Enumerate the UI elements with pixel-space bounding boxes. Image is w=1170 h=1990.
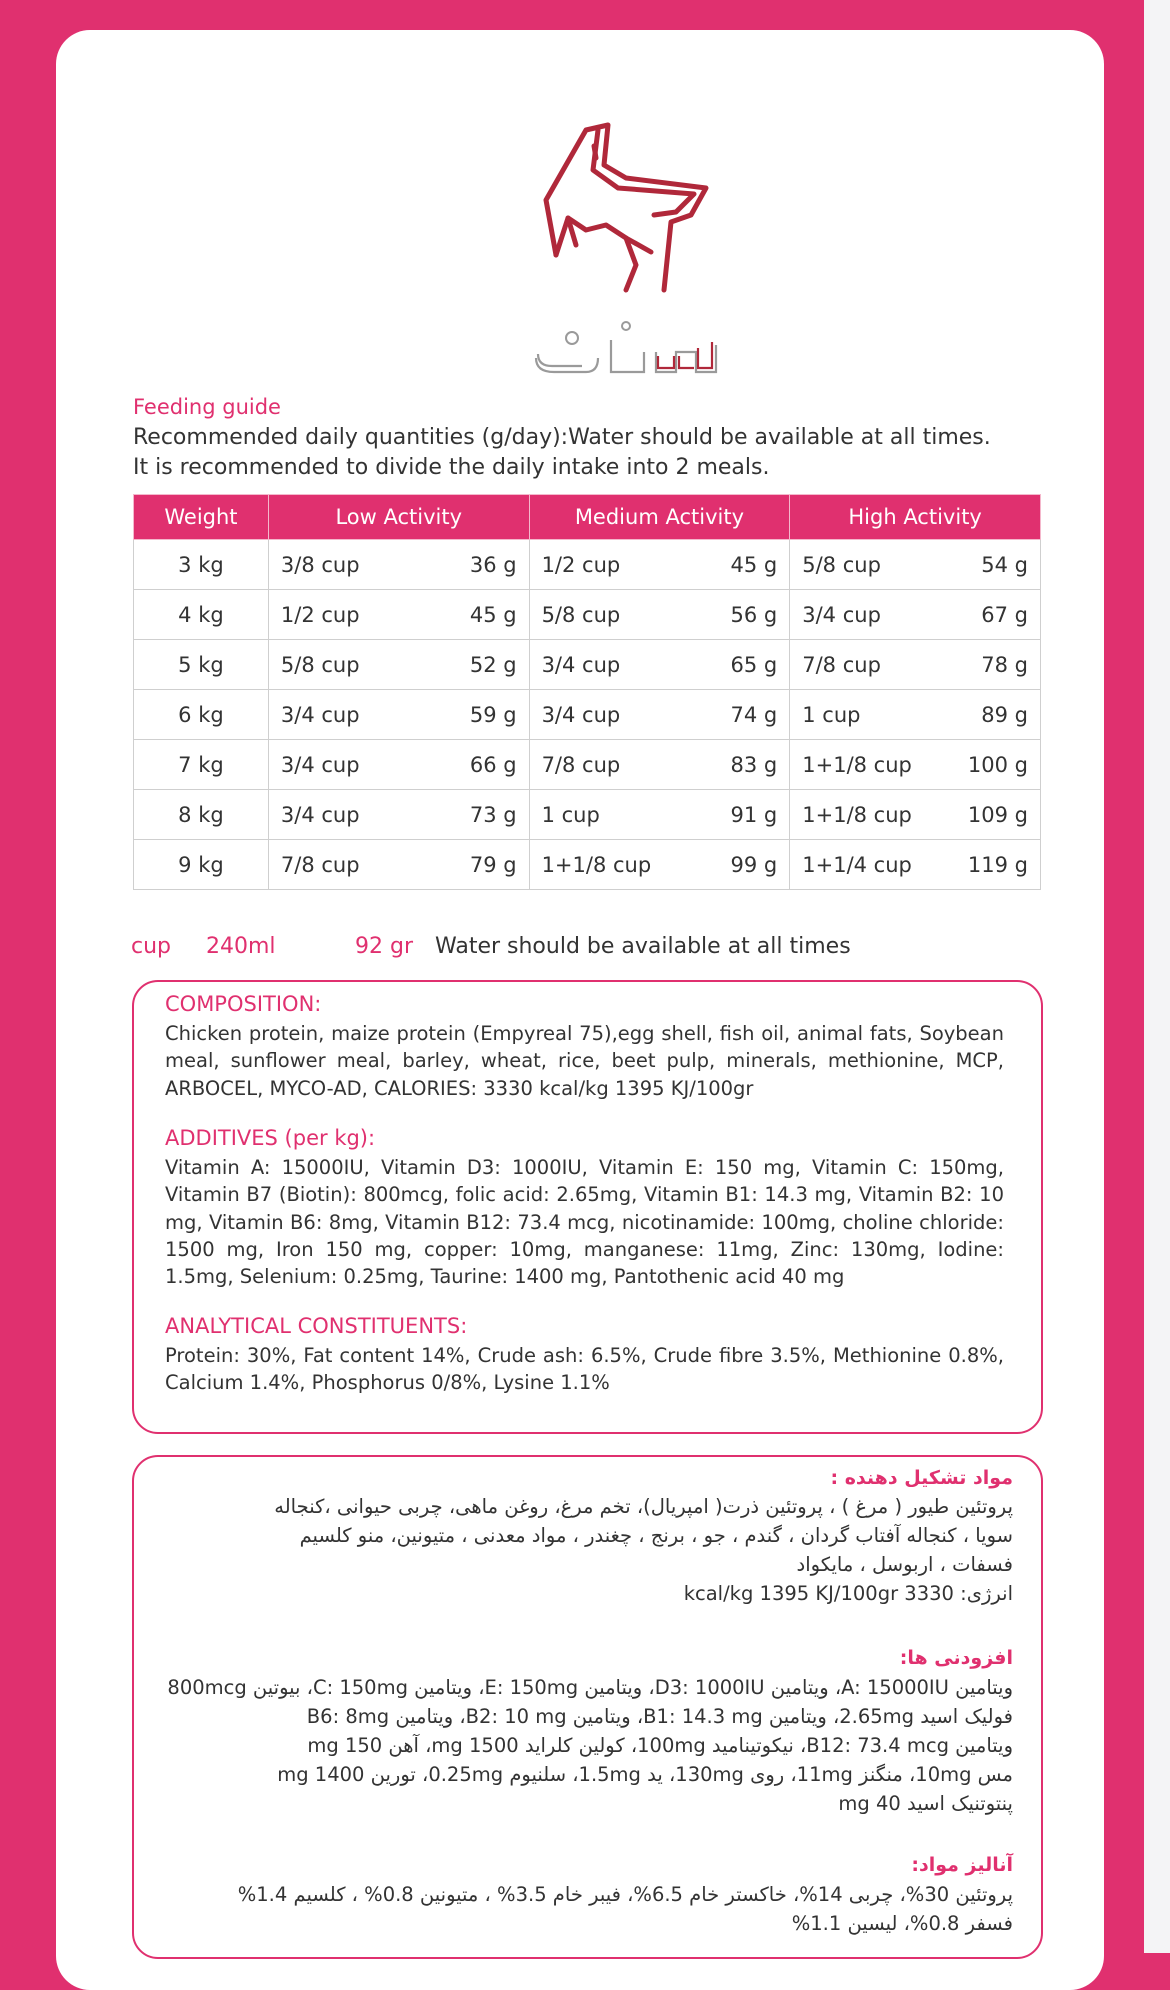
label-card (56, 30, 1104, 1990)
medium-cell (529, 840, 790, 890)
dog-cat-logo (476, 90, 786, 410)
weight-cell: 3 kg (134, 540, 269, 590)
analytical-title: ANALYTICAL CONSTITUENTS: (165, 1314, 468, 1338)
low-cell (268, 540, 529, 590)
feeding-guide-line-1: Recommended daily quantities (g/day):Water should be available at all times. (133, 425, 991, 450)
cup-value: 1 cup (802, 702, 861, 727)
cup-value: 7/8 cup (802, 652, 881, 677)
low-cell (268, 840, 529, 890)
cup-value: 5/8 cup (280, 652, 360, 677)
header-medium-activity: Medium Activity (529, 495, 790, 540)
persian-composition-line: سویا ، کنجاله آفتاب گردان ، گندم ، جو ، برنج ، چغندر ، مواد معدنی ، متیونین، منو کلسیم (299, 1524, 1013, 1547)
gram-value: 89 g (981, 702, 1028, 727)
cup-value: 1+1/4 cup (802, 852, 912, 877)
low-cell (268, 740, 529, 790)
table-row (134, 840, 1041, 890)
persian-analysis-line: فسفر 0.8%، لیسین 1.1% (791, 1912, 1013, 1935)
cup-value: 1/2 cup (280, 602, 360, 627)
footer-gr: 92 gr (355, 934, 413, 959)
persian-additives-title: افزودنی ها: (899, 1647, 1013, 1669)
weight-cell: 7 kg (134, 740, 269, 790)
gram-value: 78 g (981, 652, 1028, 677)
right-edge-strip (1144, 0, 1170, 1953)
persian-composition-title: مواد تشکیل دهنده : (830, 1467, 1013, 1489)
cup-value: 3/8 cup (280, 552, 360, 577)
cup-value: 1+1/8 cup (541, 852, 652, 877)
gram-value: 65 g (730, 652, 778, 677)
cup-value: 3/4 cup (280, 802, 360, 827)
cup-value: 1+1/8 cup (802, 752, 912, 777)
persian-additives-line: ویتامین B12: 73.4 mcg، نیکوتینامید 100mg، کولین کلراید 1500 mg، آهن 150 mg (307, 1734, 1013, 1757)
persian-additives-line: ویتامین A: 15000IU، ویتامین D3: 1000IU، ویتامین E: 150mg، ویتامین C: 150mg، بیوتین 800mcg (167, 1676, 1013, 1699)
table-row (134, 590, 1041, 640)
high-cell (790, 840, 1041, 890)
gram-value: 109 g (967, 802, 1028, 827)
footer-water: Water should be available at all times (435, 934, 851, 959)
gram-value: 79 g (469, 852, 517, 877)
additives-text: Vitamin A: 15000IU, Vitamin D3: 1000IU, Vitamin E: 150 mg, Vitamin C: 150mg, Vitamin B7 (Biotin): 800mcg, folic acid: 2.65mg, Vitamin B1: 14.3 mg, Vitamin B2: 10 mg, Vitamin B6: 8mg, Vitamin B12: 73.4 mcg, nicotinamide: 100mg, choline chloride: 1500 mg, Iron 150 mg, copper: 10mg, manganese: 11mg, Zinc: 130mg, Iodine: 1.5mg, Selenium: 0.25mg, Taurine: 1400 mg, Pantothenic acid 40 mg (165, 1156, 1004, 1289)
persian-additives-line: پنتوتنیک اسید 40 mg (838, 1792, 1013, 1815)
high-cell (790, 690, 1041, 740)
weight-cell: 6 kg (134, 690, 269, 740)
table-row (134, 790, 1041, 840)
cup-value: 3/4 cup (280, 752, 360, 777)
weight-cell: 4 kg (134, 590, 269, 640)
medium-cell (529, 590, 790, 640)
persian-analysis-title: آنالیز مواد: (911, 1854, 1013, 1876)
low-cell (268, 590, 529, 640)
gram-value: 73 g (469, 802, 517, 827)
feeding-guide-line-2: It is recommended to divide the daily intake into 2 meals. (133, 455, 770, 480)
feeding-table-header (134, 495, 1041, 540)
weight-cell: 8 kg (134, 790, 269, 840)
gram-value: 99 g (730, 852, 778, 877)
header-high-activity: High Activity (790, 495, 1041, 540)
header-weight: Weight (134, 495, 269, 540)
high-cell (790, 790, 1041, 840)
gram-value: 54 g (981, 552, 1028, 577)
medium-cell (529, 790, 790, 840)
feeding-guide-title: Feeding guide (133, 395, 281, 419)
cup-value: 3/4 cup (802, 602, 881, 627)
cup-value: 1+1/8 cup (802, 802, 912, 827)
gram-value: 59 g (469, 702, 517, 727)
cup-value: 3/4 cup (280, 702, 360, 727)
medium-cell (529, 690, 790, 740)
feeding-table (133, 494, 1041, 890)
gram-value: 83 g (730, 752, 778, 777)
medium-cell (529, 540, 790, 590)
weight-cell: 5 kg (134, 640, 269, 690)
cup-value: 5/8 cup (802, 552, 881, 577)
low-cell (268, 640, 529, 690)
footer-cup: cup (131, 934, 172, 959)
persian-energy-line: انرژی: 3330 kcal/kg 1395 KJ/100gr (683, 1582, 1013, 1605)
gram-value: 100 g (967, 752, 1028, 777)
persian-additives-line: فولیک اسید 2.65mg، ویتامین B1: 14.3 mg، ویتامین B2: 10 mg، ویتامین B6: 8mg (306, 1705, 1013, 1728)
low-cell (268, 690, 529, 740)
table-row (134, 640, 1041, 690)
cup-value: 1 cup (541, 802, 600, 827)
gram-value: 66 g (469, 752, 517, 777)
weight-cell: 9 kg (134, 840, 269, 890)
high-cell (790, 540, 1041, 590)
gram-value: 119 g (967, 852, 1028, 877)
analytical-text: Protein: 30%, Fat content 14%, Crude ash: 6.5%, Crude fibre 3.5%, Methionine 0.8%, Calcium 1.4%, Phosphorus 0/8%, Lysine 1.1% (165, 1344, 1004, 1395)
cup-value: 7/8 cup (541, 752, 621, 777)
english-info-box (132, 980, 1043, 1434)
low-cell (268, 790, 529, 840)
persian-info-box (132, 1455, 1043, 1959)
cup-value: 5/8 cup (541, 602, 621, 627)
cup-value: 3/4 cup (541, 702, 621, 727)
high-cell (790, 740, 1041, 790)
table-row (134, 740, 1041, 790)
additives-title: ADDITIVES (per kg): (165, 1126, 376, 1150)
medium-cell (529, 740, 790, 790)
high-cell (790, 590, 1041, 640)
footer-ml: 240ml (206, 934, 276, 959)
cup-value: 7/8 cup (280, 852, 360, 877)
svg-text:سلبن: سلبن (629, 400, 633, 401)
gram-value: 36 g (469, 552, 517, 577)
persian-composition-line: فسفات ، اربوسل ، مایکواد (796, 1553, 1013, 1576)
high-cell (790, 640, 1041, 690)
gram-value: 52 g (469, 652, 517, 677)
table-row (134, 540, 1041, 590)
persian-analysis-line: پروتئین 30%، چربی 14%، خاکستر خام 6.5%، فیبر خام 3.5% ، متیونین 0.8% ، کلسیم 1.4% (237, 1883, 1013, 1906)
composition-title: COMPOSITION: (165, 992, 322, 1016)
cup-value: 3/4 cup (541, 652, 621, 677)
gram-value: 67 g (981, 602, 1028, 627)
medium-cell (529, 640, 790, 690)
gram-value: 45 g (730, 552, 778, 577)
persian-additives-line: مس 10mg، منگنز 11mg، روی 130mg، ید 1.5mg، سلنیوم 0.25mg، تورین 1400 mg (277, 1763, 1013, 1786)
composition-text: Chicken protein, maize protein (Empyreal 75),egg shell, fish oil, animal fats, Soybean meal, sunflower meal, barley, wheat, rice, beet pulp, minerals, methionine, MCP, ARBOCEL, MYCO-AD, CALORIES: 3330 kcal/kg 1395 KJ/100gr (165, 1022, 1004, 1100)
header-low-activity: Low Activity (268, 495, 529, 540)
table-row (134, 690, 1041, 740)
gram-value: 56 g (730, 602, 778, 627)
gram-value: 74 g (730, 702, 778, 727)
cup-value: 1/2 cup (541, 552, 621, 577)
gram-value: 45 g (469, 602, 517, 627)
gram-value: 91 g (730, 802, 778, 827)
persian-composition-line: پروتئین طیور ( مرغ ) ، پروتئین ذرت( امپریال)، تخم مرغ، روغن ماهی، چربی حیوانی ،کنجاله (274, 1495, 1013, 1518)
